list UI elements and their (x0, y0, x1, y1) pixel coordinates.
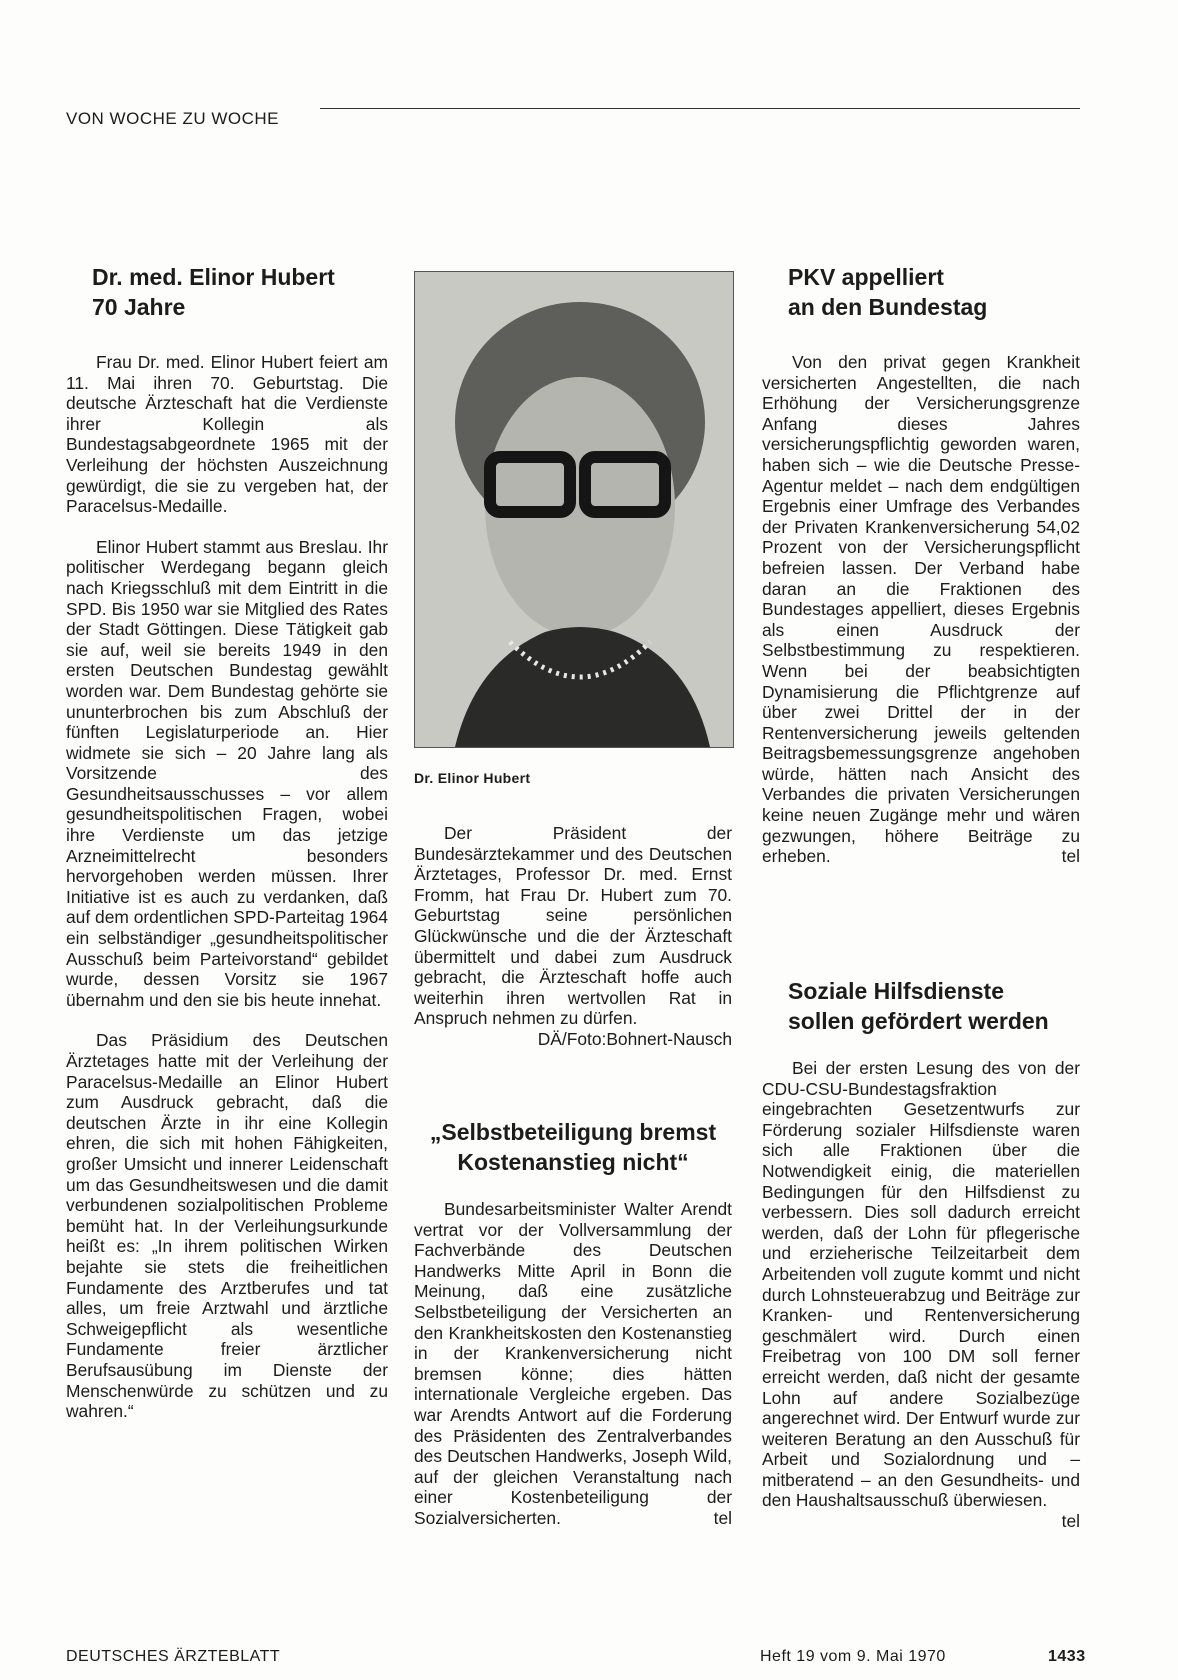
article-pkv-title: PKV appelliert an den Bundestag (788, 264, 988, 320)
article-pkv-body: Von den privat gegen Krankheit versicherten Angestellten, die nach Erhöhung der Versicherungsgrenze Anfang dieses Jahres versicherungspflichtig geworden waren, haben sich – wie die Deutsche Presse-Agentur meldet – nach dem endgültigen Ergebnis einer Umfrage des Verbandes der Privaten Krankenversicherung 54,02 Prozent von der Versicherungspflicht befreien lassen. Der Verband habe daran an die Fraktionen des Bundestages appelliert, dieses Ergebnis als einen Ausdruck der Selbstbestimmung zu respektieren. Wenn bei der beabsichtigten Dynamisierung die Pflichtgrenze auf über zwei Drittel der in der Rentenversicherung jeweils geltenden Beitragsbemessungsgrenze angehoben würde, hätten nach Ansicht des Verbandes die privaten Versicherungen keine neuen Zugänge mehr und wären gezwungen, höhere Beiträge zu erheben. tel (762, 352, 1080, 867)
header-rule (320, 108, 1080, 109)
article-selbstbeteiligung (414, 1117, 732, 1529)
article-hubert-p2: Elinor Hubert stammt aus Breslau. Ihr politischer Werdegang begann gleich nach Kriegsschluß mit dem Eintritt in die SPD. Bis 1950 war sie Mitglied des Rates der Stadt Göttingen. Diese Tätigkeit gab sie auf, weil sie bereits 1949 in den ersten Deutschen Bundestag gewählt worden war. Dem Bundestag gehörte sie ununterbrochen bis zum Abschluß der fünften Legislaturperiode an. Hier widmete sie sich – 20 Jahre lang als Vorsitzende des Gesundheitsausschusses – vor allem gesundheitspolitischen Fragen, wobei ihre Verdienste um das jetzige Arzneimittelrecht besonders hervorgehoben werden müssen. Ihrer Initiative ist es auch zu verdanken, daß auf dem ordentlichen SPD-Parteitag 1964 ein selbständiger „gesundheitspolitischer Ausschuß beim Parteivorstand“ gebildet wurde, dessen Vorsitz sie 1967 übernahm und den sie bis heute innehat. (66, 536, 388, 1010)
article-hubert-p3: Das Präsidium des Deutschen Ärztetages hatte mit der Verleihung der Paracelsus-Medaille an Elinor Hubert zum Ausdruck gebracht, daß die deutschen Ärzte in ihr eine Kollegin ehren, die sich mit hohen Fähigkeiten, großer Umsicht und innerer Leidenschaft um das Gesundheitswesen und die damit verbundenen sozialpolitischen Probleme bemüht hat. In der Verleihungsurkunde heißt es: „In ihrem politischen Wirken bejahte sie stets die freiheitlichen Fundamente des Arztberufes und tat alles, um freie Arztwahl und ärztliche Schweigepflicht als wesentliche Fundamente freier ärztlicher Berufsausübung im Dienste der Menschenwürde zu schützen und zu wahren.“ (66, 1030, 388, 1422)
article-pkv (762, 262, 1080, 867)
article-hubert-p4: Der Präsident der Bundesärztekammer und des Deutschen Ärztetages, Professor Dr. med. Ernst Fromm, hat Frau Dr. Hubert zum 70. Geburtstag seine persönlichen Glückwünsche und die der Ärzteschaft übermittelt und dabei zum Ausdruck gebracht, die Ärzteschaft hoffe auch weiterhin ihren wertvollen Rat in Anspruch nehmen zu dürfen. DÄ/Foto:Bohnert-Nausch (414, 823, 732, 1049)
author-sig: tel (1061, 846, 1080, 867)
footer-journal: DEUTSCHES ÄRZTEBLATT (66, 1648, 281, 1665)
article-hubert-p1: Frau Dr. med. Elinor Hubert feiert am 11. Mai ihren 70. Geburtstag. Die deutsche Ärzteschaft hat die Verdienste ihrer Kollegin als Bundestagsabgeordnete 1965 mit der Verleihung der höchsten Auszeichnung gewürdigt, die sie zu vergeben hat, der Paracelsus-Medaille. (66, 352, 388, 517)
article-hubert-title: Dr. med. Elinor Hubert 70 Jahre (92, 264, 335, 320)
footer-page-number: 1433 (1048, 1648, 1086, 1665)
photo-caption: Dr. Elinor Hubert (414, 770, 531, 786)
photo-credit: DÄ/Foto:Bohnert-Nausch (537, 1028, 732, 1049)
article-selbstbeteiligung-title: „Selbstbeteiligung bremst Kostenanstieg nicht“ (429, 1119, 717, 1175)
portrait-photo (414, 271, 734, 748)
section-header: VON WOCHE ZU WOCHE (66, 109, 289, 129)
article-hilfsdienste (762, 976, 1080, 1532)
article-hilfsdienste-title: Soziale Hilfsdienste sollen gefördert werden (788, 978, 1049, 1034)
footer-issue: Heft 19 vom 9. Mai 1970 (760, 1648, 946, 1665)
article-hubert (66, 262, 388, 1422)
article-hilfsdienste-body: Bei der ersten Lesung des von der CDU-CSU-Bundestagsfraktion eingebrachten Gesetzentwurfs zur Förderung sozialer Hilfsdienste waren sich alle Fraktionen über die Notwendigkeit einig, die materiellen Bedingungen für den Hilfsdienst zu verbessern. Dies soll dadurch erreicht werden, daß der Lohn für pflegerische und erzieherische Teilzeitarbeit dem Arbeitenden voll zugute kommt und nicht durch Lohnsteuerabzug und Beiträge zur Kranken- und Rentenversicherung geschmälert wird. Durch einen Freibetrag von 100 DM soll ferner erreicht werden, daß nicht der gesamte Lohn auf andere Sozialbezüge angerechnet wird. Der Entwurf wurde zur weiteren Beratung an den Ausschuß für Arbeit und Sozialordnung und – mitberatend – an den Gesundheits- und den Haushaltsausschuß überwiesen. tel (762, 1058, 1080, 1532)
author-sig: tel (1061, 1511, 1080, 1532)
author-sig: tel (713, 1507, 732, 1528)
article-hubert-continued (414, 823, 732, 1050)
article-selbstbeteiligung-body: Bundesarbeitsminister Walter Arendt vertrat vor der Vollversammlung der Fachverbände des Deutschen Handwerks Mitte April in Bonn die Meinung, daß eine zusätzliche Selbstbeteiligung der Versicherten an den Krankheitskosten den Kostenanstieg in der Krankenversicherung nicht bremsen könne; dies hätten internationale Vergleiche ergeben. Das war Arendts Antwort auf die Forderung des Präsidenten des Zentralverbandes des Deutschen Handwerks, Joseph Wild, auf der gleichen Veranstaltung nach einer Kostenbeteiligung der Sozialversicherten. tel (414, 1199, 732, 1528)
